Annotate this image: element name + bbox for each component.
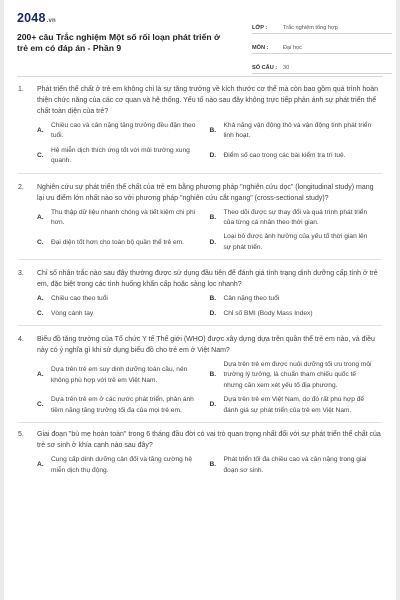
question-2 [18,182,382,261]
option-c[interactable] [37,146,210,167]
document-page [4,0,396,600]
meta-label: MÔN : [252,45,269,51]
meta-label: LỚP : [252,25,268,31]
options [37,360,382,416]
options [37,208,382,254]
meta-value: Đại học [283,45,302,51]
option-letter: A. [37,461,44,469]
header-divider [17,76,383,77]
option-text: Khả năng vận động thô và vận động tinh phát triển linh hoạt. [223,122,372,140]
option-c[interactable] [37,232,210,253]
option-a[interactable] [37,455,210,476]
option-b[interactable] [210,455,383,476]
option-letter: D. [209,309,217,317]
question-divider [18,325,382,326]
question-text: Nghiên cứu sự phát triển thể chất của trẻ em bằng phương pháp "nghiên cứu dọc" (longitudinal study) mang lại ưu điểm lớn nhất nào so với phương pháp "nghiên cứu cắt ngang" (cross-sectional study)? [37,183,374,202]
question-divider [18,422,382,423]
option-letter: D. [209,238,217,246]
option-text: Chỉ số BMI (Body Mass Index) [223,309,313,317]
question-number: 1. [18,86,24,93]
option-text: Đại diện tốt hơn cho toàn bộ quần thể trẻ em. [51,238,184,246]
options [37,455,382,476]
option-letter: B. [209,371,217,379]
meta-row-class [252,14,392,34]
option-b[interactable] [210,294,383,304]
option-text: Điểm số cao trong các bài kiểm tra trí tuệ. [223,152,346,160]
option-text: Cân nặng theo tuổi [223,295,280,303]
option-b[interactable] [210,360,383,391]
options [37,294,382,319]
question-number: 5. [18,431,24,439]
option-letter: D. [209,152,217,160]
option-letter: A. [37,371,44,379]
option-text: Dựa trên trẻ em ở các nước phát triển, phản ánh tiềm năng tăng trưởng tối đa của mọi trẻ em. [51,396,194,414]
question-list [4,78,396,476]
document-header [4,0,396,78]
question-number: 2. [18,183,24,191]
option-text: Phát triển tối đa chiều cao và cân nặng trong giai đoạn sơ sinh. [223,456,367,474]
options [37,121,382,167]
meta-table [252,14,392,74]
option-letter: A. [37,127,44,135]
option-letter: D. [209,401,217,409]
option-letter: B. [209,127,217,135]
logo-text: 2048 [17,11,46,25]
question-3 [18,268,382,326]
option-letter: B. [209,213,217,221]
question-number: 3. [18,270,24,278]
option-b[interactable] [210,121,383,142]
question-text: Chỉ số nhân trắc nào sau đây thường được sử dụng đầu tiên để đánh giá tình trạng dinh dưỡng cấp tính ở trẻ em, đặc biệt trong các tình huống khẩn cấp hoặc sàng lọc nhanh? [37,270,378,289]
page-title: 200+ câu Trắc nghiệm Một số rối loạn phát triển ở trẻ em có đáp án - Phần 9 [17,32,221,53]
question-text: Giai đoạn "bù mẹ hoàn toàn" trong 6 tháng đầu đời có vai trò quan trọng nhất đối với sự phát triển thể chất của trẻ sơ sinh ở khía cạnh nào sau đây? [37,431,381,450]
option-b[interactable] [210,208,383,229]
question-divider [18,173,382,174]
option-text: Cung cấp dinh dưỡng cân đối và tăng cường hệ miễn dịch thụ động. [51,456,193,474]
option-text: Loại bỏ được ảnh hưởng của yếu tố thời gian lên sự phát triển. [223,233,368,251]
option-a[interactable] [37,294,210,304]
option-letter: C. [37,401,44,409]
option-a[interactable] [37,360,210,391]
question-text: Biểu đồ tăng trưởng của Tổ chức Y tế Thế giới (WHO) được xây dựng dựa trên quần thể trẻ em nào, và điều này có ý nghĩa gì khi sử dụng biểu đồ cho trẻ em ở Việt Nam? [37,336,375,355]
option-letter: C. [37,309,44,317]
question-number: 4. [18,336,24,344]
option-letter: A. [37,295,44,303]
question-text: Phát triển thể chất ở trẻ em không chỉ là sự tăng trưởng về kích thước cơ thể mà còn bao gồm quá trình hoàn thiện chức năng của các cơ quan và hệ thống. Yếu tố nào sau đây không trực tiếp phản ánh sự phát triển thể chất toàn diện của trẻ? [37,86,378,115]
question-5 [18,429,382,476]
meta-row-count [252,54,392,74]
option-d[interactable] [210,146,383,167]
option-text: Vòng cánh tay [51,309,94,317]
option-text: Thu thập dữ liệu nhanh chóng và tiết kiệm chi phí hơn. [51,208,196,227]
option-letter: B. [209,461,217,469]
option-text: Chiều cao và cân nặng tăng trưởng đều đặn theo tuổi. [51,122,196,140]
meta-value: 30 [283,65,290,71]
question-1 [18,84,382,174]
option-d[interactable] [210,395,383,416]
option-text: Hệ miễn dịch thích ứng tốt với môi trường xung quanh. [51,146,190,165]
option-c[interactable] [37,395,210,416]
option-letter: C. [37,152,44,160]
question-divider [18,259,382,260]
option-letter: C. [37,238,44,246]
option-text: Chiều cao theo tuổi [51,295,108,303]
option-a[interactable] [37,208,210,229]
meta-value: Trắc nghiệm tổng hợp [283,25,338,31]
option-text: Dựa trên trẻ em Việt Nam, do đó rất phù hợp để đánh giá sự phát triển của trẻ em Việt Nam. [223,396,365,414]
option-a[interactable] [37,121,210,142]
option-c[interactable] [37,309,210,319]
option-letter: A. [37,213,44,221]
meta-row-subject [252,34,392,54]
option-text: Dựa trên trẻ em suy dinh dưỡng toàn cầu, nên không phù hợp với trẻ em Việt Nam. [51,366,188,384]
option-text: Dựa trên trẻ em được nuôi dưỡng tối ưu trong môi trường lý tưởng, là chuẩn tham chiếu quốc tế nhưng cần xem xét yếu tố địa phương. [223,361,372,389]
logo-tld: .vn [46,18,56,24]
option-d[interactable] [210,309,383,319]
option-letter: B. [209,295,217,303]
question-4 [18,334,382,423]
meta-label: SỐ CÂU : [252,65,278,71]
option-text: Theo dõi được sự thay đổi và quá trình phát triển của từng cá nhân theo thời gian. [223,208,368,227]
site-logo[interactable] [17,11,56,25]
option-d[interactable] [210,232,383,253]
